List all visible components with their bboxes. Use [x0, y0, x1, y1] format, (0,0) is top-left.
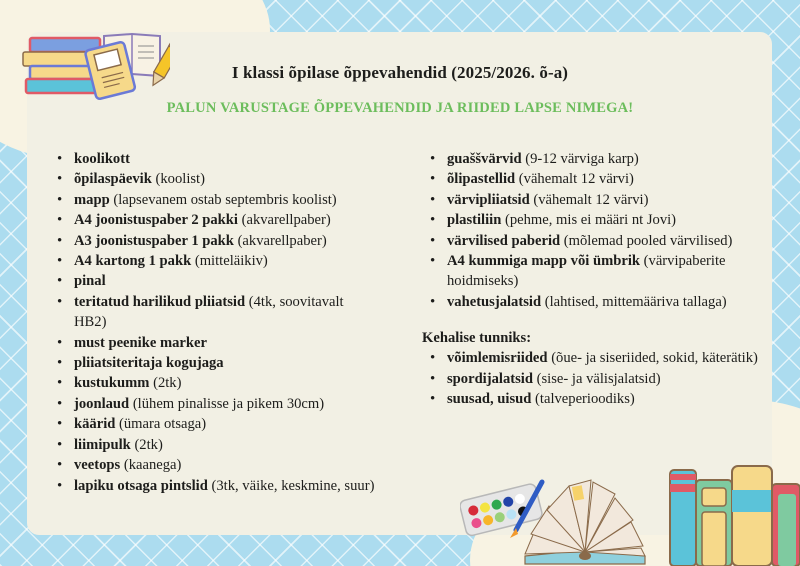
list-item: • pinal [57, 271, 377, 291]
list-item: • A4 kummiga mapp või ümbrik (värvipaberite hoidmiseks) [430, 251, 770, 292]
supplies-list-right [430, 149, 770, 312]
list-item: • suusad, uisud (talveperioodiks) [430, 389, 770, 409]
list-item: • käärid (ümara otsaga) [57, 414, 377, 434]
list-item: • spordijalatsid (sise- ja välisjalatsid) [430, 369, 770, 389]
supplies-column-right [422, 149, 770, 409]
list-item: • õpilaspäevik (koolist) [57, 169, 377, 189]
open-book-icon [515, 470, 655, 566]
list-item: • pliiatsiteritaja kogujaga [57, 353, 377, 373]
list-item: • A4 joonistuspaber 2 pakki (akvarellpaber) [57, 210, 377, 230]
list-item: • A3 joonistuspaber 1 pakk (akvarellpaber) [57, 231, 377, 251]
list-item: • must peenike marker [57, 333, 377, 353]
list-item: • guaššvärvid (9-12 värviga karp) [430, 149, 770, 169]
list-item: • värvilised paberid (mõlemad pooled värvilised) [430, 231, 770, 251]
list-item: • vahetusjalatsid (lahtised, mittemääriva tallaga) [430, 292, 770, 312]
list-item: • koolikott [57, 149, 377, 169]
list-item: • võimlemisriided (õue- ja siseriided, sokid, käterätik) [430, 348, 770, 368]
standing-books-icon [668, 464, 800, 566]
list-item: • joonlaud (lühem pinalisse ja pikem 30cm) [57, 394, 377, 414]
list-item: • õlipastellid (vähemalt 12 värvi) [430, 169, 770, 189]
list-item: • värvipliiatsid (vähemalt 12 värvi) [430, 190, 770, 210]
pe-list [430, 348, 770, 409]
list-item: • lapiku otsaga pintslid (3tk, väike, keskmine, suur) [57, 476, 377, 496]
list-item: • mapp (lapsevanem ostab septembris koolist) [57, 190, 377, 210]
list-item: • veetops (kaanega) [57, 455, 377, 475]
list-item: • plastiliin (pehme, mis ei määri nt Jovi) [430, 210, 770, 230]
page-title: I klassi õpilase õppevahendid (2025/2026. õ-a) [231, 63, 569, 82]
list-item: • teritatud harilikud pliiatsid (4tk, soovitavalt HB2) [57, 292, 377, 333]
list-item: • A4 kartong 1 pakk (mitteläikiv) [57, 251, 377, 271]
list-item: • kustukumm (2tk) [57, 373, 377, 393]
supplies-list-left [57, 149, 377, 496]
pe-section-heading: Kehalise tunniks: [422, 330, 532, 347]
list-item: • liimipulk (2tk) [57, 435, 377, 455]
reminder-banner: PALUN VARUSTAGE ÕPPEVAHENDID JA RIIDED LAPSE NIMEGA! [166, 100, 634, 116]
